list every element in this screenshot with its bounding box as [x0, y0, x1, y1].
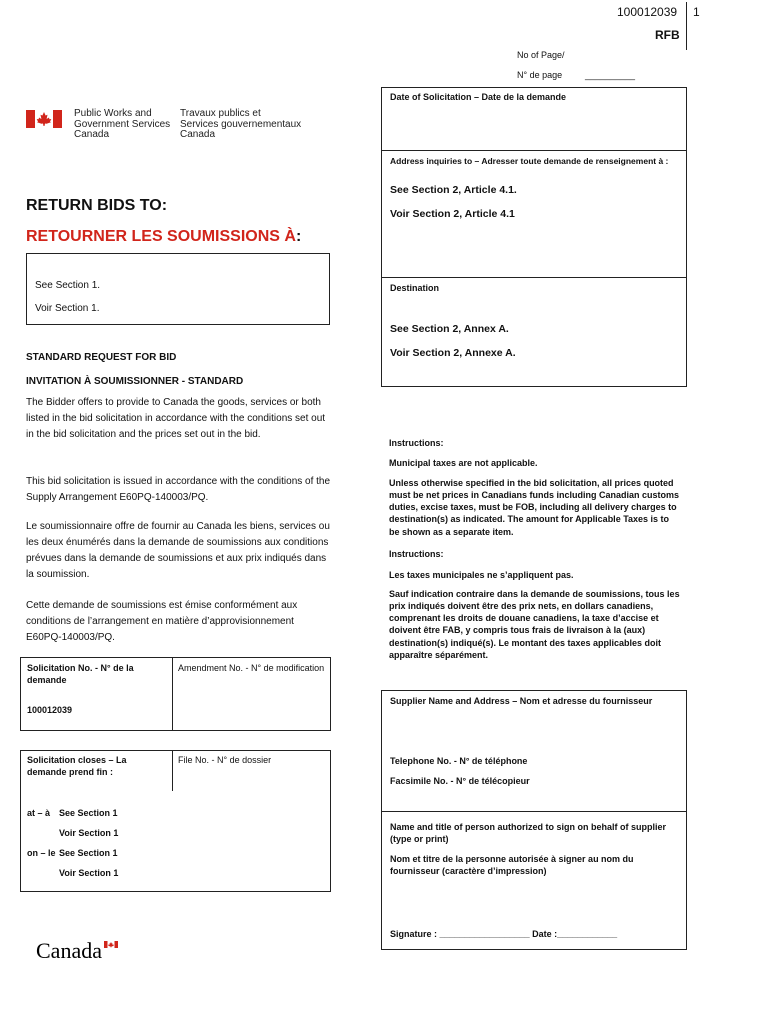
supplier-divider — [382, 811, 686, 812]
voir-section-1: Voir Section 1. — [35, 303, 100, 314]
signature-line[interactable]: Signature : __________________ Date :____________ — [390, 929, 618, 939]
supplier-name-label: Supplier Name and Address – Nom et adresse du fournisseur — [390, 696, 653, 706]
logo-fr-line2: Services gouvernementaux — [180, 118, 302, 130]
solicitation-no-divider — [172, 658, 173, 730]
date-of-solicitation-label: Date of Solicitation – Date de la demande — [390, 92, 567, 102]
see-section-2-article: See Section 2, Article 4.1. — [390, 184, 517, 196]
retourner-text: RETOURNER LES SOUMISSIONS À — [26, 228, 296, 245]
sauf-text: Sauf indication contraire dans la demande de soumissions, tous les prix indiqués doivent être des prix nets, en dollars canadiens, comprenant les droits de douane canadiens, la taxe d’accise et doivent être FAB, y compris tous frais de livraison à la (aux) destination(s) indiqué(s). Le montant des taxes applicables doit apparaître séparément. — [389, 589, 680, 660]
no-of-page-label: No of Page/ — [517, 50, 565, 60]
on-see-section: See Section 1 — [59, 848, 118, 858]
solicitation-no-box — [20, 657, 331, 731]
telephone-label: Telephone No. - N° de téléphone — [390, 756, 528, 766]
standard-request-heading: STANDARD REQUEST FOR BID — [26, 352, 177, 363]
on-voir-section: Voir Section 1 — [59, 868, 119, 878]
see-section-1: See Section 1. — [35, 280, 101, 291]
n-de-page-label: N° de page — [517, 70, 563, 80]
supplier-box[interactable] — [381, 690, 687, 950]
unless-text: Unless otherwise specified in the bid solicitation, all prices quoted must be net prices in Canadians funds including Canadian customs duties, excise taxes, must be FOB, including all delivery charges to destination(s) as indicated. The amount for Applicable Taxes is to be shown as a separate item. — [389, 478, 680, 537]
canada-wordmark — [36, 938, 126, 968]
logo-en-line3: Canada — [74, 129, 110, 140]
logo-fr-line1: Travaux publics et — [180, 108, 261, 119]
header-solicitation-number: 100012039 — [617, 5, 678, 19]
see-section-2-annex: See Section 2, Annex A. — [390, 323, 509, 335]
retourner-heading — [26, 228, 301, 246]
logo-text-fr — [180, 109, 301, 141]
soumissionnaire-text: Le soumissionnaire offre de fournir au Canada les biens, services ou les deux énumérés dans la demande de soumissions aux conditions prévues dans la demande de soumissions et aux prix indiqués dans la soumission. — [26, 521, 330, 580]
retourner-colon: : — [295, 228, 302, 245]
voir-section-2-annexe: Voir Section 2, Annexe A. — [390, 347, 516, 359]
invitation-heading: INVITATION À SOUMISSIONNER - STANDARD — [26, 376, 244, 387]
logo-fr-line3: Canada — [180, 129, 216, 140]
municipal-taxes-text: Municipal taxes are not applicable. — [389, 458, 538, 468]
canada-wordmark-text: Canada — [36, 938, 102, 963]
on-label: on – le — [27, 848, 56, 858]
name-title-en-label: Name and title of person authorized to sign on behalf of supplier (type or print) — [390, 822, 667, 845]
logo-text-en — [74, 109, 170, 141]
destination-box — [381, 277, 687, 387]
wordmark-flag-icon — [104, 941, 118, 948]
closes-divider — [172, 751, 173, 791]
address-inquiries-label: Address inquiries to – Adresser toute demande de renseignement à : — [390, 156, 669, 166]
header-divider — [686, 2, 687, 50]
amendment-label: Amendment No. - N° de modification — [178, 663, 325, 673]
at-voir-section: Voir Section 1 — [59, 828, 119, 838]
logo-en-line1: Public Works and — [74, 108, 152, 119]
name-title-fr-label: Nom et titre de la personne autorisée à signer au nom du fournisseur (caractère d’impression) — [390, 854, 634, 877]
return-address-box — [26, 253, 330, 325]
canada-flag-icon — [26, 110, 62, 128]
header-page-number: 1 — [693, 5, 700, 19]
instructions-label-en: Instructions: — [389, 438, 444, 448]
instructions-label-fr: Instructions: — [389, 549, 444, 559]
bid-issued-text: This bid solicitation is issued in accordance with the conditions of the Supply Arrangement E60PQ-140003/PQ. — [26, 476, 331, 503]
at-see-section: See Section 1 — [59, 808, 118, 818]
closes-label: Solicitation closes – La demande prend fin : — [27, 755, 127, 778]
solicitation-closes-box — [20, 750, 331, 892]
return-bids-to: RETURN BIDS TO: — [26, 197, 168, 214]
taxes-municipales-text: Les taxes municipales ne s’appliquent pas. — [389, 570, 574, 580]
logo-en-line2: Government Services — [74, 118, 171, 130]
address-inquiries-box — [381, 150, 687, 278]
file-no-label: File No. - N° de dossier — [178, 755, 272, 765]
voir-section-2-article: Voir Section 2, Article 4.1 — [390, 208, 515, 220]
destination-label: Destination — [390, 283, 440, 293]
bidder-offers-text: The Bidder offers to provide to Canada the goods, services or both listed in the bid solicitation in accordance with the conditions set out in the bid solicitation and the prices set out in the bid. — [26, 397, 326, 440]
facsimile-label: Facsimile No. - N° de télécopieur — [390, 776, 530, 786]
solicitation-no-label: Solicitation No. - N° de la demande — [27, 663, 134, 686]
header-doc-type: RFB — [655, 28, 680, 42]
cette-demande-text: Cette demande de soumissions est émise conformément aux conditions de l’arrangement en matière d’approvisionnement E60PQ-140003/PQ. — [26, 600, 298, 643]
date-of-solicitation-box[interactable] — [381, 87, 687, 151]
n-de-page-blank[interactable]: __________ — [585, 70, 636, 80]
at-label: at – à — [27, 808, 51, 818]
solicitation-no-value: 100012039 — [27, 705, 73, 715]
